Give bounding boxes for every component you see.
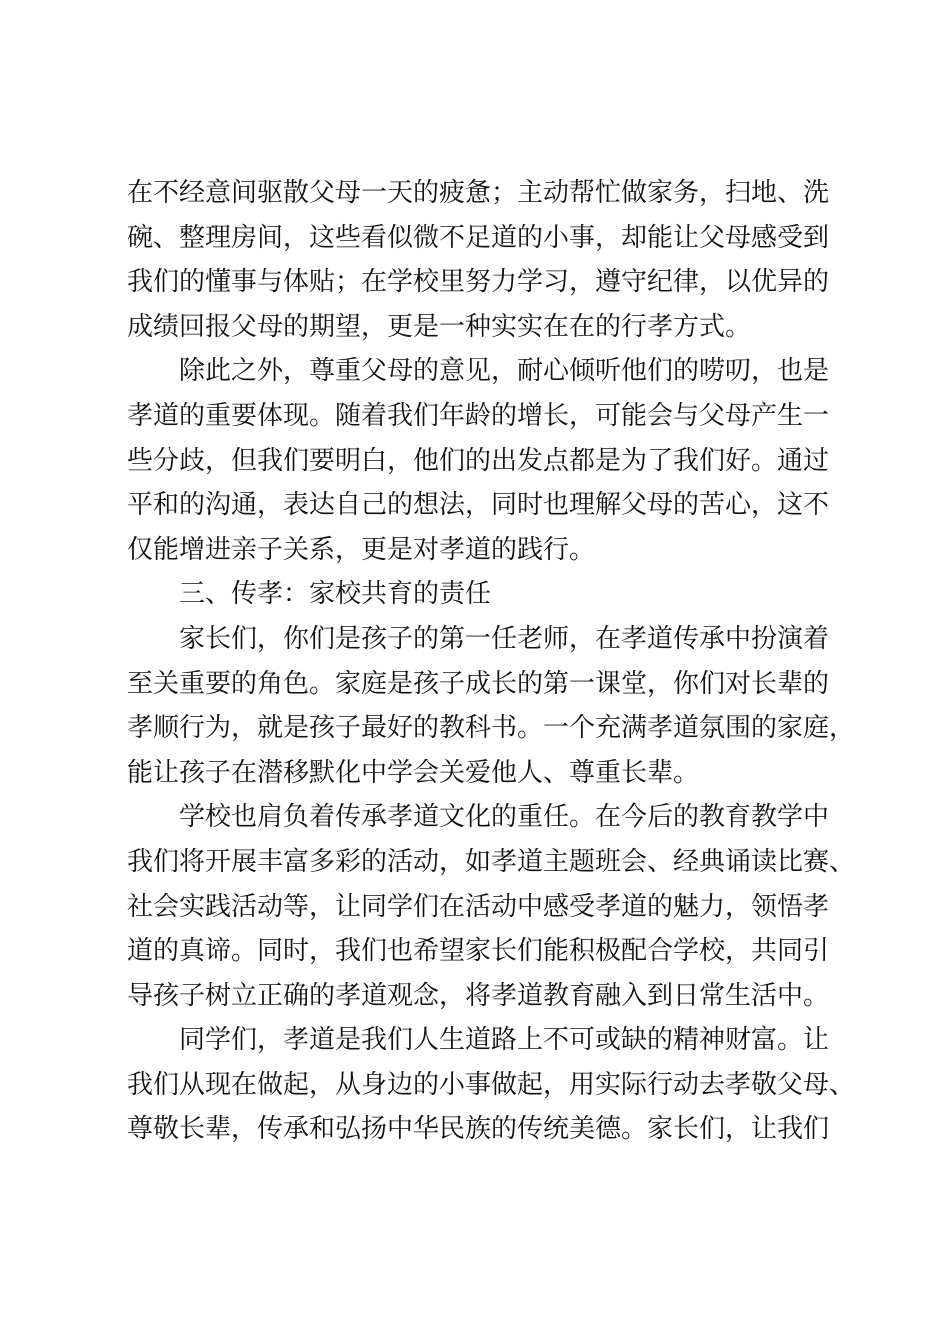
text-line: 至关重要的角色。家庭是孩子成长的第一课堂，你们对长辈的 (127, 668, 830, 699)
section-heading: 三、传孝：家校共育的责任 (179, 579, 492, 610)
text-line: 些分歧，但我们要明白，他们的出发点都是为了我们好。通过 (127, 445, 830, 476)
text-line: 社会实践活动等，让同学们在活动中感受孝道的魅力，领悟孝 (127, 891, 830, 922)
text-line: 尊敬长辈，传承和弘扬中华民族的传统美德。家长们，让我们 (127, 1114, 830, 1145)
text-line: 碗、整理房间，这些看似微不足道的小事，却能让父母感受到 (127, 222, 830, 253)
text-line: 成绩回报父母的期望，更是一种实实在在的行孝方式。 (127, 311, 752, 342)
text-line: 仅能增进亲子关系，更是对孝道的践行。 (127, 534, 596, 565)
text-line: 能让孩子在潜移默化中学会关爱他人、尊重长辈。 (127, 757, 700, 788)
paragraph-start-line: 除此之外，尊重父母的意见，耐心倾听他们的唠叨，也是 (179, 356, 830, 387)
document-body (127, 171, 856, 1152)
text-line: 平和的沟通，表达自己的想法，同时也理解父母的苦心，这不 (127, 490, 830, 521)
text-line: 孝顺行为，就是孩子最好的教科书。一个充满孝道氛围的家庭， (127, 713, 856, 744)
text-line: 我们将开展丰富多彩的活动，如孝道主题班会、经典诵读比赛、 (127, 846, 856, 877)
text-line: 孝道的重要体现。随着我们年龄的增长，可能会与父母产生一 (127, 400, 830, 431)
paragraph-start-line: 家长们，你们是孩子的第一任老师，在孝道传承中扮演着 (179, 623, 830, 654)
text-line: 我们的懂事与体贴；在学校里努力学习，遵守纪律，以优异的 (127, 267, 830, 298)
paragraph-start-line: 学校也肩负着传承孝道文化的重任。在今后的教育教学中 (179, 802, 830, 833)
text-line: 在不经意间驱散父母一天的疲惫；主动帮忙做家务，扫地、洗 (127, 178, 830, 208)
text-line: 我们从现在做起，从身边的小事做起，用实际行动去孝敬父母、 (127, 1069, 856, 1100)
text-line: 导孩子树立正确的孝道观念，将孝道教育融入到日常生活中。 (127, 980, 830, 1011)
paragraph-start-line: 同学们，孝道是我们人生道路上不可或缺的精神财富。让 (179, 1025, 830, 1056)
text-line: 道的真谛。同时，我们也希望家长们能积极配合学校，共同引 (127, 936, 830, 967)
